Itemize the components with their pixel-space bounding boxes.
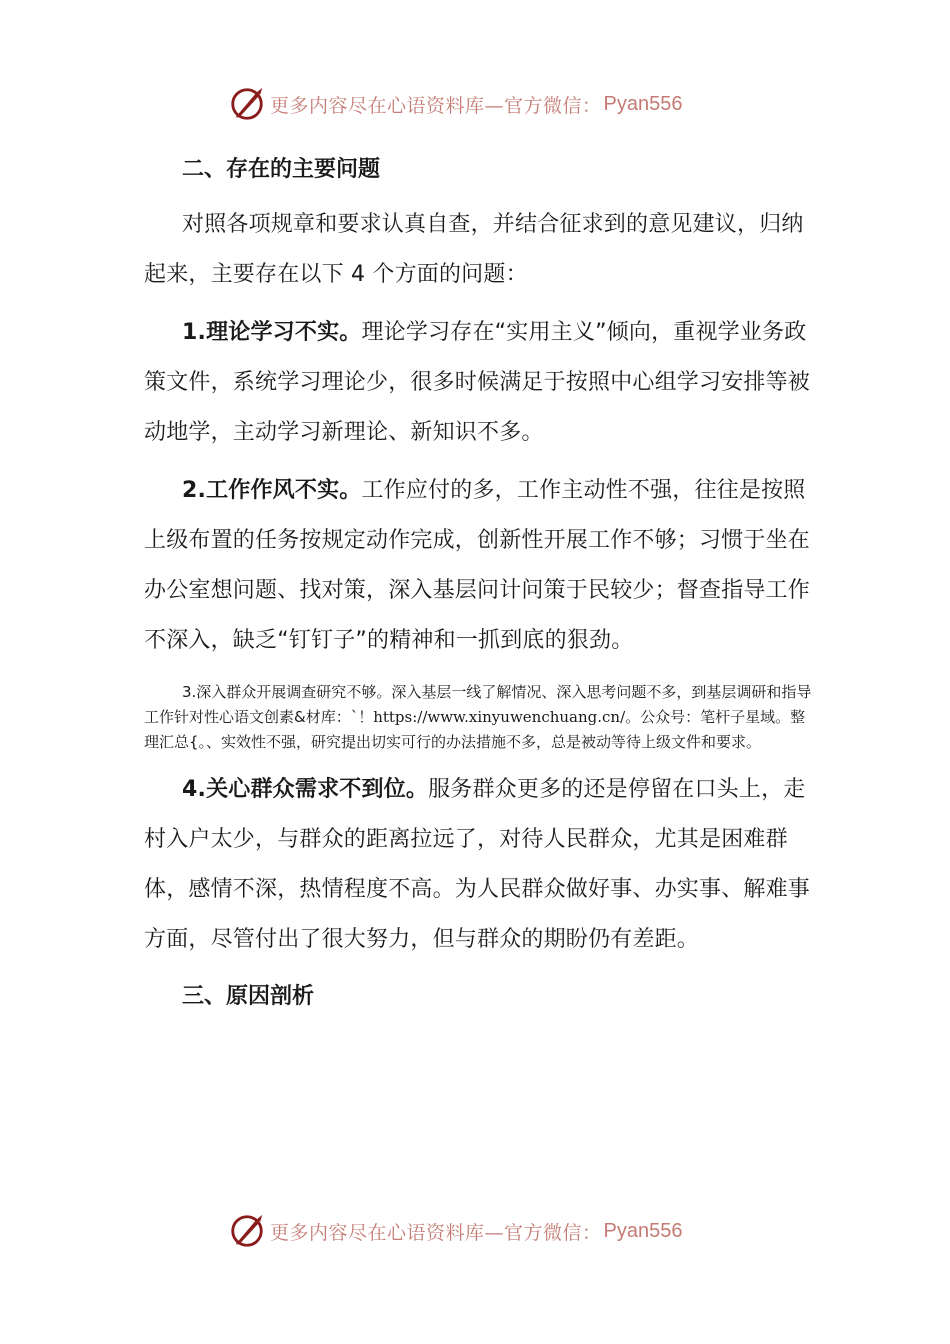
document-body: [144, 148, 812, 1019]
item-1-text: 理论学习存在“实用主义”倾向，重视学业务政策文件，系统学习理论少，很多时候满足于按照中心组学习安排等被动地学，主动学习新理论、新知识不多。: [144, 320, 811, 445]
item-2-paragraph: [144, 466, 812, 666]
item-2-title: 2.工作作风不实。: [182, 478, 362, 503]
section-heading-problems: 二、存在的主要问题: [182, 157, 381, 182]
watermark-text: 更多内容尽在心语资料库—官方微信：: [270, 1221, 602, 1244]
section-heading-causes: 三、原因剖析: [182, 984, 315, 1009]
quill-logo-icon: [228, 85, 266, 123]
footer-watermark: [228, 1211, 682, 1251]
intro-paragraph: 对照各项规章和要求认真自查，并结合征求到的意见建议，归纳起来，主要存在以下 4 个方面的问题：: [144, 212, 804, 287]
item-4-title: 4.关心群众需求不到位。: [182, 777, 429, 802]
item-2-text: 工作应付的多，工作主动性不强，往往是按照上级布置的任务按规定动作完成，创新性开展工作不够；习惯于坐在办公室想问题、找对策，深入基层问计问策于民较少；督查指导工作不深入，缺乏“钉钉子”的精神和一抓到底的狠劲。: [144, 478, 811, 653]
watermark-text: 更多内容尽在心语资料库—官方微信：: [270, 94, 602, 117]
watermark-wechat-id: Pyan556: [603, 1219, 683, 1242]
quill-logo-icon: [228, 1212, 266, 1250]
item-4-text: 服务群众更多的还是停留在口头上，走村入户太少，与群众的距离拉远了，对待人民群众，尤其是困难群体，感情不深，热情程度不高。为人民群众做好事、办实事、解难事方面，尽管付出了很大努力，但与群众的期盼仍有差距。: [144, 777, 811, 952]
item-4-paragraph: [144, 765, 812, 965]
item-1-title: 1.理论学习不实。: [182, 320, 362, 345]
item-3-url: https://www.xinyuwenchuang.cn/: [373, 708, 626, 726]
item-1-paragraph: [144, 308, 812, 458]
item-3-part2: 。公众号：笔杆子星域。整理汇总{。、实效性不强，研究提出切实可行的办法措施不多，总是被动等待上级文件和要求。: [144, 708, 806, 751]
header-watermark: [228, 84, 682, 124]
item-3-small-paragraph: [144, 680, 812, 755]
watermark-wechat-id: Pyan556: [603, 92, 683, 115]
item-3-part1: 3.深入群众开展调查研究不够。深入基层一线了解情况、深入思考问题不多，到基层调研和指导工作针对性心语文创素&材库：`！: [144, 683, 812, 726]
